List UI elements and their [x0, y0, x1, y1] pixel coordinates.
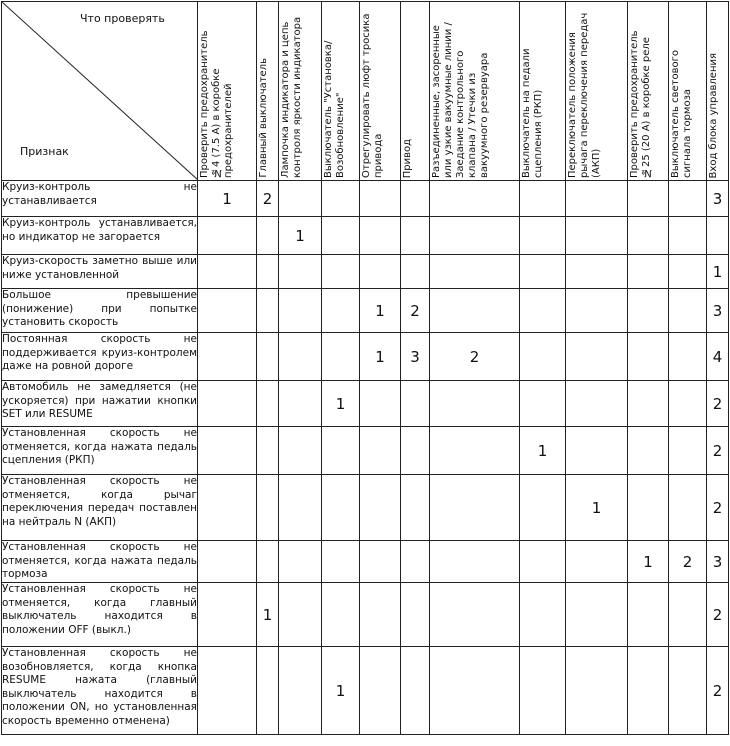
table-row	[2, 181, 729, 217]
priority-cell	[198, 333, 257, 381]
priority-cell	[669, 475, 707, 541]
table-row	[2, 381, 729, 427]
priority-cell	[322, 289, 360, 333]
priority-cell	[198, 647, 257, 735]
table-body	[2, 181, 729, 735]
priority-cell	[628, 381, 669, 427]
priority-cell	[669, 289, 707, 333]
priority-cell: 1	[360, 333, 401, 381]
column-header: Выключатель светового сигнала тормоза	[669, 2, 707, 181]
priority-cell	[628, 255, 669, 289]
priority-cell	[566, 255, 628, 289]
priority-cell	[279, 475, 322, 541]
priority-cell: 3	[707, 541, 729, 583]
priority-cell	[401, 381, 430, 427]
symptom-label: Признак	[20, 145, 69, 158]
priority-cell	[360, 427, 401, 475]
symptom-cell: Постоянная скорость не поддерживается круиз-контролем даже на ровной дороге	[2, 333, 198, 381]
priority-cell: 1	[198, 181, 257, 217]
diagnostic-table	[1, 1, 729, 735]
priority-cell	[360, 541, 401, 583]
priority-cell: 2	[707, 427, 729, 475]
symptom-cell: Круиз-контроль устанавливается, но индикатор не загорается	[2, 217, 198, 255]
priority-cell: 2	[707, 583, 729, 647]
priority-cell: 1	[257, 583, 279, 647]
priority-cell	[628, 333, 669, 381]
symptom-cell: Установленная скорость не возобновляется, когда кнопка RESUME нажата (главный выключатель находится в положении ON, но установленная скорость временно отменена)	[2, 647, 198, 735]
priority-cell	[401, 217, 430, 255]
priority-cell	[520, 647, 566, 735]
priority-cell	[628, 647, 669, 735]
priority-cell	[669, 255, 707, 289]
priority-cell	[669, 647, 707, 735]
priority-cell	[279, 255, 322, 289]
priority-cell	[430, 583, 520, 647]
priority-cell: 1	[707, 255, 729, 289]
priority-cell	[707, 217, 729, 255]
priority-cell	[279, 647, 322, 735]
priority-cell	[279, 289, 322, 333]
column-header: Переключатель положения рычага переключения передач (АКП)	[566, 2, 628, 181]
header-row	[2, 2, 729, 181]
priority-cell	[430, 475, 520, 541]
priority-cell	[566, 181, 628, 217]
table-row	[2, 583, 729, 647]
priority-cell: 4	[707, 333, 729, 381]
priority-cell	[401, 475, 430, 541]
priority-cell	[360, 583, 401, 647]
priority-cell	[520, 541, 566, 583]
priority-cell	[520, 381, 566, 427]
corner-cell	[2, 2, 198, 181]
priority-cell: 3	[401, 333, 430, 381]
priority-cell	[257, 647, 279, 735]
priority-cell	[401, 541, 430, 583]
priority-cell	[279, 583, 322, 647]
priority-cell	[430, 381, 520, 427]
column-header: Вход блока управления	[707, 2, 729, 181]
priority-cell	[322, 475, 360, 541]
priority-cell	[257, 217, 279, 255]
priority-cell	[520, 583, 566, 647]
priority-cell	[322, 333, 360, 381]
priority-cell	[198, 427, 257, 475]
priority-cell	[628, 583, 669, 647]
priority-cell	[628, 217, 669, 255]
priority-cell	[257, 255, 279, 289]
priority-cell: 2	[430, 333, 520, 381]
symptom-cell: Круиз-скорость заметно выше или ниже установленной	[2, 255, 198, 289]
column-header: Лампочка индикатора и цепь контроля яркости индикатора	[279, 2, 322, 181]
priority-cell	[322, 541, 360, 583]
priority-cell	[257, 541, 279, 583]
priority-cell: 2	[707, 475, 729, 541]
priority-cell	[430, 255, 520, 289]
priority-cell	[198, 583, 257, 647]
priority-cell	[520, 181, 566, 217]
symptom-cell: Установленная скорость не отменяется, когда рычаг переключения передач поставлен на нейтраль N (АКП)	[2, 475, 198, 541]
priority-cell	[430, 541, 520, 583]
priority-cell	[401, 427, 430, 475]
priority-cell	[669, 427, 707, 475]
priority-cell	[669, 333, 707, 381]
priority-cell: 2	[401, 289, 430, 333]
symptom-cell: Установленная скорость не отменяется, когда нажата педаль тормоза	[2, 541, 198, 583]
priority-cell: 2	[707, 381, 729, 427]
priority-cell	[430, 427, 520, 475]
priority-cell	[566, 427, 628, 475]
priority-cell	[198, 217, 257, 255]
priority-cell	[628, 427, 669, 475]
priority-cell	[566, 217, 628, 255]
symptom-cell: Установленная скорость не отменяется, когда главный выключатель находится в положении OFF (выкл.)	[2, 583, 198, 647]
column-header: Отрегулировать люфт тросика привода	[360, 2, 401, 181]
priority-cell	[566, 647, 628, 735]
priority-cell	[279, 427, 322, 475]
priority-cell	[257, 475, 279, 541]
priority-cell: 3	[707, 289, 729, 333]
symptom-cell: Круиз-контроль не устанавливается	[2, 181, 198, 217]
priority-cell	[198, 475, 257, 541]
priority-cell	[430, 647, 520, 735]
table-row	[2, 217, 729, 255]
priority-cell	[669, 217, 707, 255]
symptom-cell: Большое превышение (понижение) при попытке установить скорость	[2, 289, 198, 333]
priority-cell	[520, 333, 566, 381]
priority-cell	[520, 475, 566, 541]
table-row	[2, 333, 729, 381]
table-row	[2, 427, 729, 475]
priority-cell	[430, 289, 520, 333]
priority-cell: 1	[322, 381, 360, 427]
priority-cell	[322, 255, 360, 289]
priority-cell	[628, 289, 669, 333]
priority-cell: 1	[360, 289, 401, 333]
priority-cell	[401, 647, 430, 735]
priority-cell: 2	[707, 647, 729, 735]
priority-cell	[360, 475, 401, 541]
priority-cell	[198, 255, 257, 289]
priority-cell	[360, 181, 401, 217]
priority-cell	[198, 381, 257, 427]
priority-cell	[566, 289, 628, 333]
table-row	[2, 289, 729, 333]
column-header: Выключатель на педали сцепления (РКП)	[520, 2, 566, 181]
what-to-check-label: Что проверять	[80, 12, 165, 25]
priority-cell	[257, 381, 279, 427]
column-header: Привод	[401, 2, 430, 181]
priority-cell	[566, 541, 628, 583]
column-header: Проверить предохранитель №4 (7.5 А) в коробке предохранителей	[198, 2, 257, 181]
priority-cell	[566, 583, 628, 647]
priority-cell	[198, 289, 257, 333]
priority-cell	[360, 381, 401, 427]
priority-cell	[279, 181, 322, 217]
priority-cell	[628, 475, 669, 541]
priority-cell	[360, 217, 401, 255]
priority-cell: 1	[566, 475, 628, 541]
column-header: Проверить предохранитель №25 (20 А) в коробке реле	[628, 2, 669, 181]
priority-cell	[360, 255, 401, 289]
priority-cell	[322, 427, 360, 475]
priority-cell	[257, 289, 279, 333]
priority-cell: 2	[257, 181, 279, 217]
priority-cell	[669, 381, 707, 427]
priority-cell	[279, 541, 322, 583]
priority-cell	[322, 181, 360, 217]
priority-cell	[401, 255, 430, 289]
priority-cell	[322, 583, 360, 647]
priority-cell	[401, 583, 430, 647]
priority-cell	[520, 289, 566, 333]
priority-cell: 1	[520, 427, 566, 475]
priority-cell	[279, 381, 322, 427]
table-row	[2, 475, 729, 541]
priority-cell	[520, 217, 566, 255]
symptom-cell: Автомобиль не замедляется (не ускоряется) при нажатии кнопки SET или RESUME	[2, 381, 198, 427]
priority-cell: 3	[707, 181, 729, 217]
priority-cell	[430, 217, 520, 255]
priority-cell: 2	[669, 541, 707, 583]
priority-cell	[322, 217, 360, 255]
priority-cell	[669, 181, 707, 217]
table-row	[2, 647, 729, 735]
priority-cell: 1	[279, 217, 322, 255]
priority-cell	[669, 583, 707, 647]
priority-cell	[279, 333, 322, 381]
priority-cell	[430, 181, 520, 217]
column-header: Выключатель "Установка/Возобновление"	[322, 2, 360, 181]
table-row	[2, 541, 729, 583]
table-row	[2, 255, 729, 289]
symptom-cell: Установленная скорость не отменяется, когда нажата педаль сцепления (РКП)	[2, 427, 198, 475]
priority-cell	[198, 541, 257, 583]
priority-cell	[628, 181, 669, 217]
priority-cell	[360, 647, 401, 735]
priority-cell	[257, 333, 279, 381]
priority-cell	[566, 333, 628, 381]
priority-cell	[566, 381, 628, 427]
column-header: Разъединенные, засоренные или узкие вакуумные линии / Заедание контрольного клапана / Утечки из вакуумного резервуара	[430, 2, 520, 181]
priority-cell	[257, 427, 279, 475]
priority-cell: 1	[628, 541, 669, 583]
priority-cell: 1	[322, 647, 360, 735]
column-header: Главный выключатель	[257, 2, 279, 181]
priority-cell	[520, 255, 566, 289]
priority-cell	[401, 181, 430, 217]
